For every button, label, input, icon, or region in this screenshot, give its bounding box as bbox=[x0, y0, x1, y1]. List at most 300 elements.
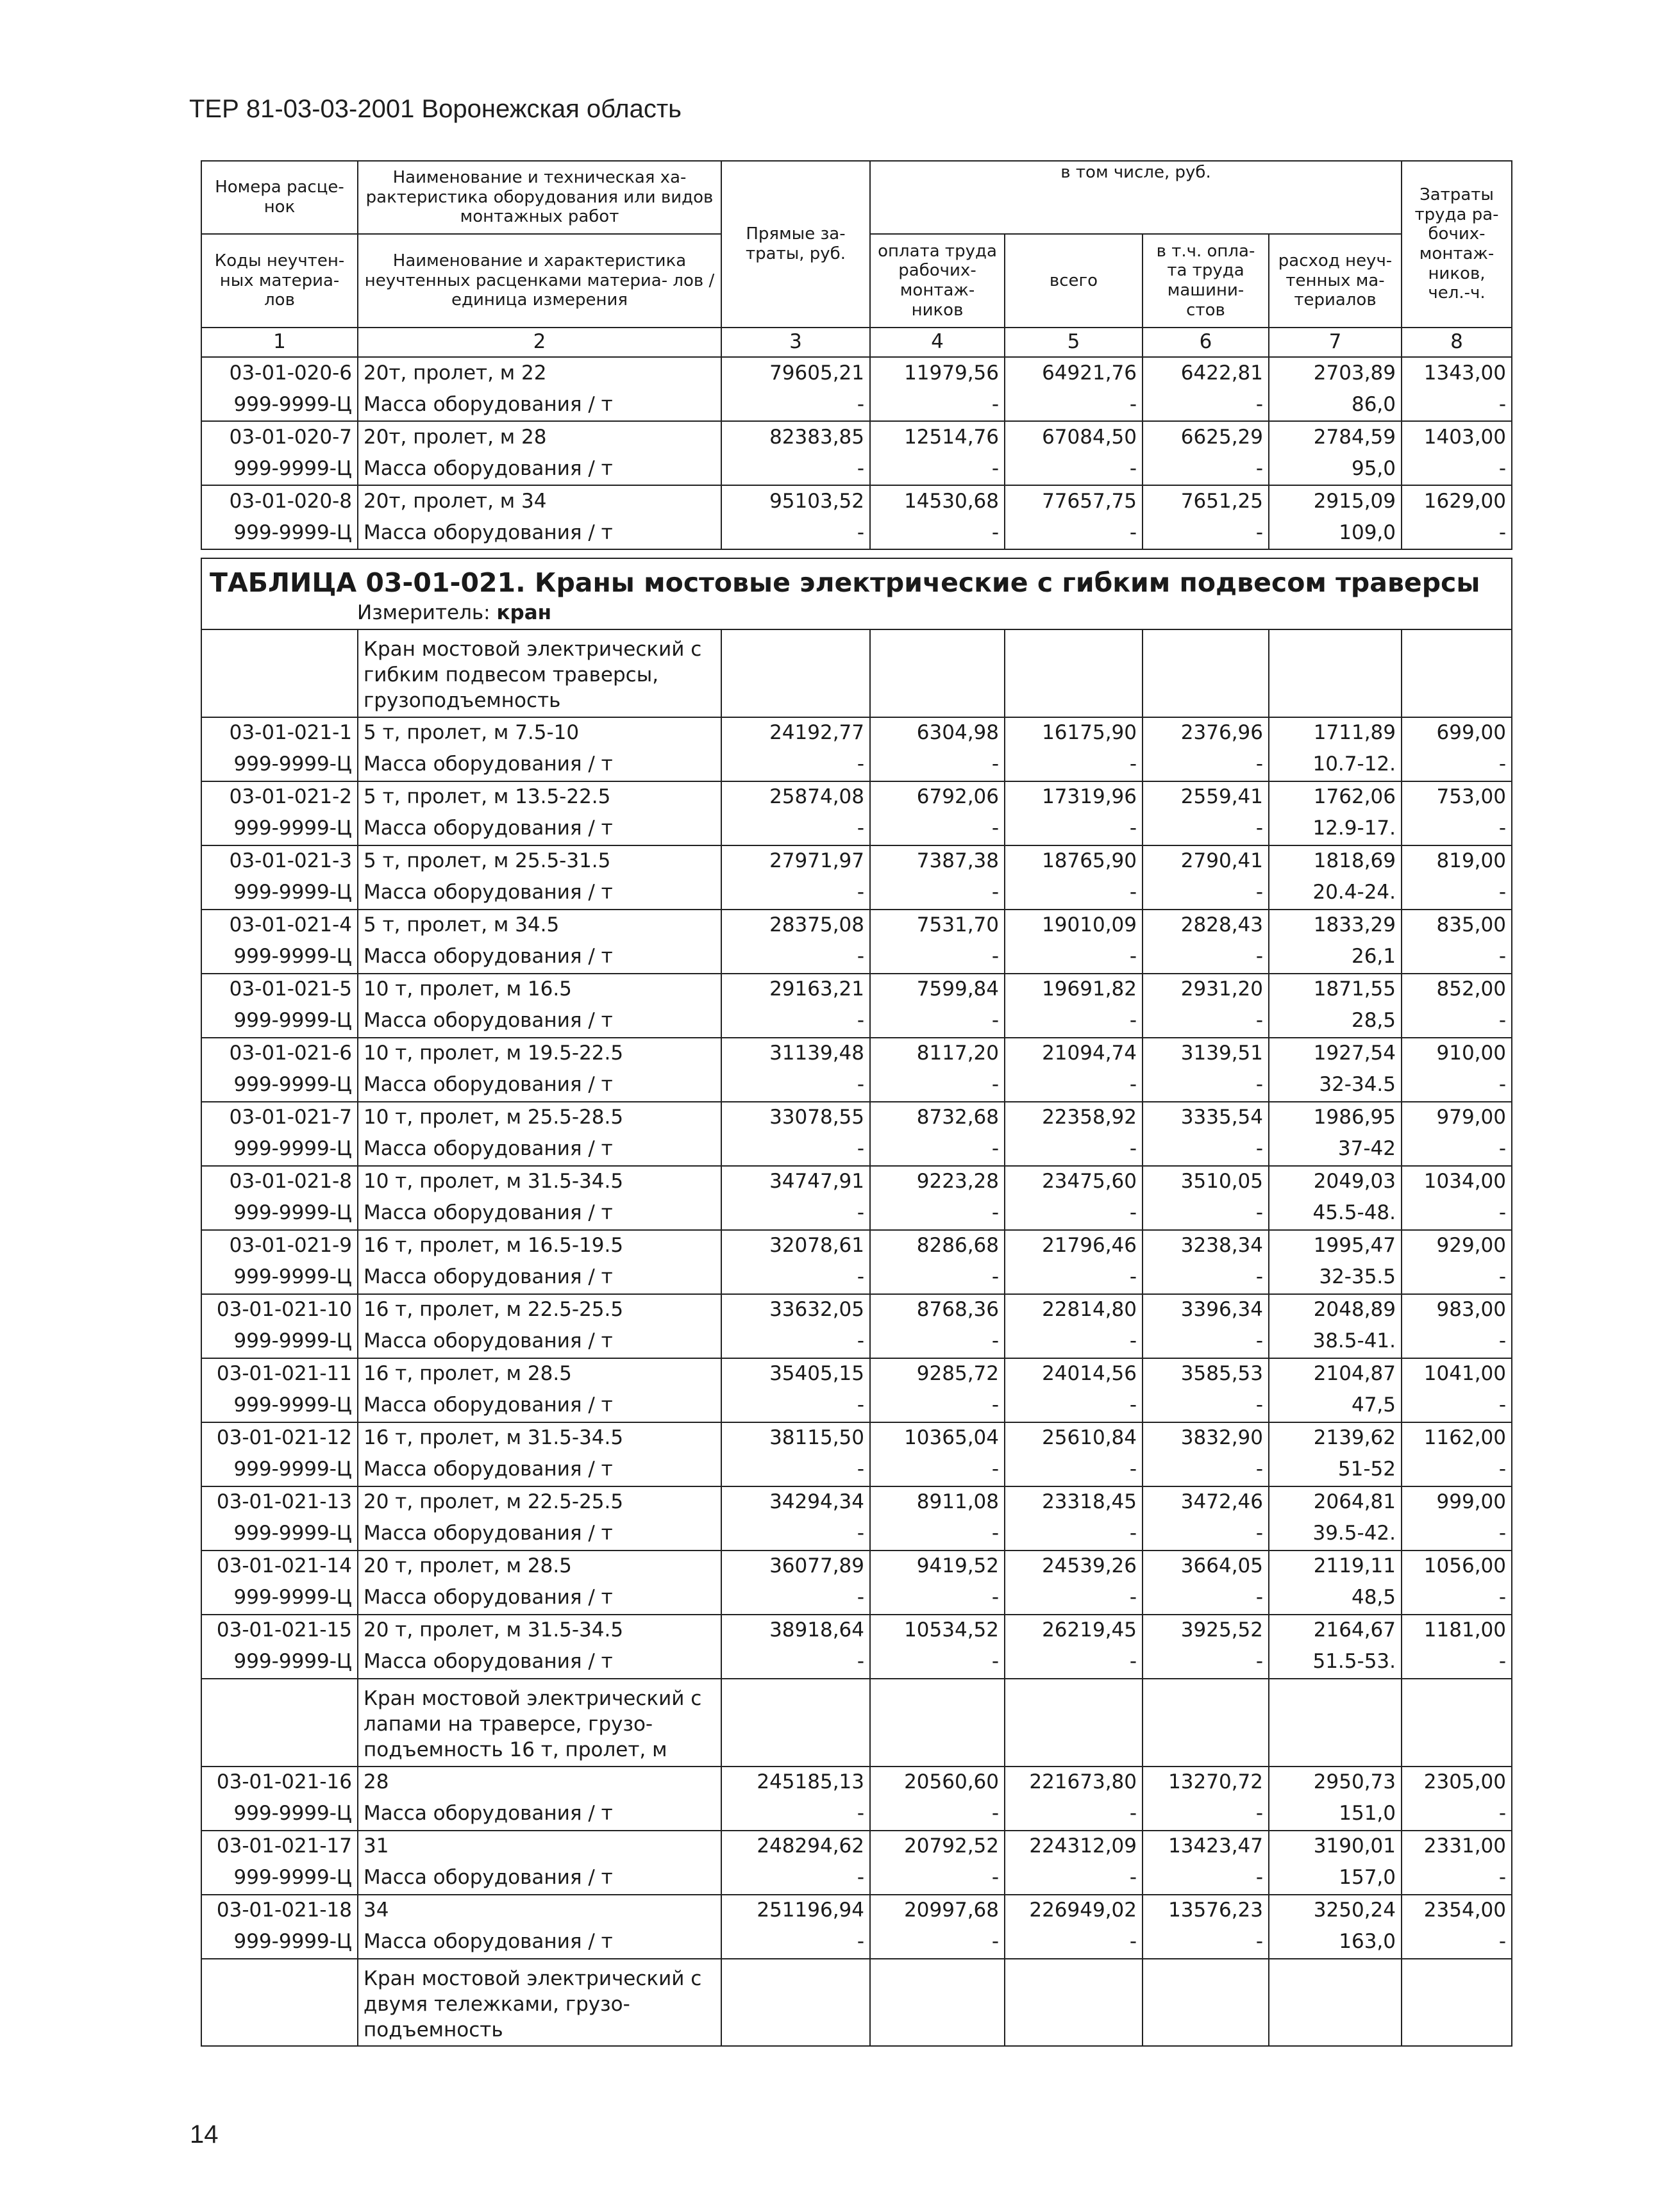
header-materials-sub: расход неуч- тенных ма- териалов bbox=[1269, 234, 1402, 328]
material-value: - bbox=[1402, 1647, 1512, 1679]
rate-value: 34747,91 bbox=[721, 1166, 870, 1198]
rate-value: 2950,73 bbox=[1269, 1767, 1402, 1799]
rate-value: 3396,34 bbox=[1143, 1294, 1269, 1326]
material-value: - bbox=[1143, 1262, 1269, 1294]
material-value: 47,5 bbox=[1269, 1390, 1402, 1422]
rate-value: 2331,00 bbox=[1402, 1831, 1512, 1863]
material-value: 51.5-53. bbox=[1269, 1647, 1402, 1679]
material-value: - bbox=[1143, 389, 1269, 421]
material-code: 999-9999-Ц bbox=[201, 1326, 358, 1358]
material-value: - bbox=[1402, 1070, 1512, 1102]
header-name-bottom: Наименование и характеристика неучтенных расценками материа- лов / единица измерения bbox=[358, 234, 721, 328]
material-row bbox=[201, 1799, 1512, 1831]
material-value: - bbox=[870, 1070, 1005, 1102]
rate-code: 03-01-021-7 bbox=[201, 1102, 358, 1134]
material-value: - bbox=[1402, 1863, 1512, 1895]
rate-code: 03-01-021-2 bbox=[201, 781, 358, 813]
rate-name: 5 т, пролет, м 7.5-10 bbox=[358, 717, 721, 749]
material-value: - bbox=[870, 453, 1005, 485]
material-row bbox=[201, 1927, 1512, 1959]
material-code: 999-9999-Ц bbox=[201, 517, 358, 549]
material-value: - bbox=[721, 1326, 870, 1358]
material-value: - bbox=[870, 1583, 1005, 1615]
rate-value: 16175,90 bbox=[1005, 717, 1143, 749]
material-value: 20.4-24. bbox=[1269, 877, 1402, 910]
rate-value: 7531,70 bbox=[870, 910, 1005, 942]
material-value: 32-35.5 bbox=[1269, 1262, 1402, 1294]
group-empty-cell bbox=[201, 1679, 358, 1767]
material-value: - bbox=[1005, 517, 1143, 549]
material-value: - bbox=[721, 1583, 870, 1615]
rate-name: 20т, пролет, м 34 bbox=[358, 485, 721, 517]
material-row bbox=[201, 1863, 1512, 1895]
material-name: Масса оборудования / т bbox=[358, 877, 721, 910]
rate-name: 10 т, пролет, м 31.5-34.5 bbox=[358, 1166, 721, 1198]
material-value: - bbox=[1005, 1198, 1143, 1230]
material-code: 999-9999-Ц bbox=[201, 1006, 358, 1038]
rate-value: 248294,62 bbox=[721, 1831, 870, 1863]
material-value: - bbox=[721, 1070, 870, 1102]
group-empty-cell bbox=[870, 629, 1005, 717]
material-value: - bbox=[1402, 1006, 1512, 1038]
rate-value: 2139,62 bbox=[1269, 1422, 1402, 1454]
rate-value: 20792,52 bbox=[870, 1831, 1005, 1863]
material-code: 999-9999-Ц bbox=[201, 1863, 358, 1895]
material-value: - bbox=[1143, 749, 1269, 781]
material-value: - bbox=[1005, 1927, 1143, 1959]
rate-row bbox=[201, 910, 1512, 942]
material-code: 999-9999-Ц bbox=[201, 1454, 358, 1486]
material-value: - bbox=[1005, 942, 1143, 974]
material-value: - bbox=[870, 517, 1005, 549]
rate-name: 16 т, пролет, м 16.5-19.5 bbox=[358, 1230, 721, 1262]
rate-value: 12514,76 bbox=[870, 421, 1005, 453]
rate-value: 31139,48 bbox=[721, 1038, 870, 1070]
column-number: 3 bbox=[721, 328, 870, 357]
rate-row bbox=[201, 781, 1512, 813]
measure-label: Измеритель: bbox=[357, 602, 490, 625]
rate-value: 19691,82 bbox=[1005, 974, 1143, 1006]
material-value: - bbox=[870, 1647, 1005, 1679]
material-value: - bbox=[1402, 1799, 1512, 1831]
material-value: 10.7-12. bbox=[1269, 749, 1402, 781]
rate-value: 7651,25 bbox=[1143, 485, 1269, 517]
rate-value: 18765,90 bbox=[1005, 845, 1143, 877]
rate-value: 2354,00 bbox=[1402, 1895, 1512, 1927]
rate-value: 929,00 bbox=[1402, 1230, 1512, 1262]
material-value: - bbox=[1402, 453, 1512, 485]
material-code: 999-9999-Ц bbox=[201, 1070, 358, 1102]
rate-value: 852,00 bbox=[1402, 974, 1512, 1006]
material-name: Масса оборудования / т bbox=[358, 1647, 721, 1679]
material-row bbox=[201, 749, 1512, 781]
group-empty-cell bbox=[1402, 1679, 1512, 1767]
rate-code: 03-01-021-16 bbox=[201, 1767, 358, 1799]
material-value: - bbox=[1143, 1799, 1269, 1831]
material-value: - bbox=[1005, 1799, 1143, 1831]
material-value: - bbox=[721, 453, 870, 485]
header-name-top: Наименование и техническая ха- рактеристика оборудования или видов монтажных работ bbox=[358, 161, 721, 234]
rate-value: 3250,24 bbox=[1269, 1895, 1402, 1927]
column-number: 5 bbox=[1005, 328, 1143, 357]
material-code: 999-9999-Ц bbox=[201, 1262, 358, 1294]
material-value: - bbox=[721, 1927, 870, 1959]
material-value: 39.5-42. bbox=[1269, 1518, 1402, 1551]
material-value: - bbox=[870, 749, 1005, 781]
material-value: - bbox=[1143, 453, 1269, 485]
column-number: 7 bbox=[1269, 328, 1402, 357]
rate-value: 2104,87 bbox=[1269, 1358, 1402, 1390]
material-value: - bbox=[1402, 1454, 1512, 1486]
rate-name: 16 т, пролет, м 22.5-25.5 bbox=[358, 1294, 721, 1326]
rate-value: 910,00 bbox=[1402, 1038, 1512, 1070]
rate-value: 1034,00 bbox=[1402, 1166, 1512, 1198]
rate-value: 24014,56 bbox=[1005, 1358, 1143, 1390]
material-value: - bbox=[1005, 1070, 1143, 1102]
rate-code: 03-01-021-14 bbox=[201, 1551, 358, 1583]
material-value: 86,0 bbox=[1269, 389, 1402, 421]
rate-value: 19010,09 bbox=[1005, 910, 1143, 942]
material-value: 51-52 bbox=[1269, 1454, 1402, 1486]
material-row bbox=[201, 1326, 1512, 1358]
material-value: - bbox=[1402, 517, 1512, 549]
material-code: 999-9999-Ц bbox=[201, 1134, 358, 1166]
header-including: в том числе, руб. bbox=[870, 161, 1402, 234]
group-header-row bbox=[201, 629, 1512, 717]
rate-value: 1181,00 bbox=[1402, 1615, 1512, 1647]
rate-code: 03-01-021-18 bbox=[201, 1895, 358, 1927]
material-name: Масса оборудования / т bbox=[358, 1927, 721, 1959]
rate-name: 28 bbox=[358, 1767, 721, 1799]
rate-value: 6422,81 bbox=[1143, 357, 1269, 389]
group-header-row bbox=[201, 1959, 1512, 2047]
material-value: - bbox=[1005, 1262, 1143, 1294]
group-empty-cell bbox=[1269, 1679, 1402, 1767]
material-code: 999-9999-Ц bbox=[201, 749, 358, 781]
group-empty-cell bbox=[1143, 629, 1269, 717]
rate-row bbox=[201, 1615, 1512, 1647]
material-value: - bbox=[1402, 389, 1512, 421]
material-code: 999-9999-Ц bbox=[201, 1927, 358, 1959]
rate-value: 20560,60 bbox=[870, 1767, 1005, 1799]
header-machines-total: всего bbox=[1005, 234, 1143, 328]
rate-value: 1762,06 bbox=[1269, 781, 1402, 813]
material-value: - bbox=[1402, 1390, 1512, 1422]
rate-value: 8732,68 bbox=[870, 1102, 1005, 1134]
rate-row bbox=[201, 1551, 1512, 1583]
header-labor-pay: оплата труда рабочих- монтаж- ников bbox=[870, 234, 1005, 328]
rate-value: 67084,50 bbox=[1005, 421, 1143, 453]
rate-value: 34294,34 bbox=[721, 1486, 870, 1518]
rate-value: 1986,95 bbox=[1269, 1102, 1402, 1134]
material-value: - bbox=[870, 1134, 1005, 1166]
page-number: 14 bbox=[190, 2120, 219, 2149]
rate-value: 23318,45 bbox=[1005, 1486, 1143, 1518]
material-row bbox=[201, 1006, 1512, 1038]
material-value: - bbox=[870, 1518, 1005, 1551]
group-empty-cell bbox=[1269, 1959, 1402, 2047]
rate-value: 1629,00 bbox=[1402, 485, 1512, 517]
rate-row bbox=[201, 1831, 1512, 1863]
material-value: - bbox=[1143, 1454, 1269, 1486]
rate-value: 983,00 bbox=[1402, 1294, 1512, 1326]
group-empty-cell bbox=[721, 629, 870, 717]
rate-value: 10365,04 bbox=[870, 1422, 1005, 1454]
material-value: 157,0 bbox=[1269, 1863, 1402, 1895]
material-value: - bbox=[870, 1799, 1005, 1831]
rate-value: 7599,84 bbox=[870, 974, 1005, 1006]
material-value: - bbox=[870, 942, 1005, 974]
material-value: 37-42 bbox=[1269, 1134, 1402, 1166]
material-value: - bbox=[1143, 813, 1269, 845]
material-value: 38.5-41. bbox=[1269, 1326, 1402, 1358]
material-name: Масса оборудования / т bbox=[358, 1262, 721, 1294]
material-row bbox=[201, 813, 1512, 845]
rate-name: 20т, пролет, м 22 bbox=[358, 357, 721, 389]
rate-code: 03-01-021-15 bbox=[201, 1615, 358, 1647]
rate-value: 21796,46 bbox=[1005, 1230, 1143, 1262]
material-code: 999-9999-Ц bbox=[201, 453, 358, 485]
rate-value: 28375,08 bbox=[721, 910, 870, 942]
material-name: Масса оборудования / т bbox=[358, 1070, 721, 1102]
rate-value: 8768,36 bbox=[870, 1294, 1005, 1326]
rate-value: 3472,46 bbox=[1143, 1486, 1269, 1518]
rate-row bbox=[201, 357, 1512, 389]
material-value: - bbox=[721, 1134, 870, 1166]
material-value: - bbox=[1143, 1390, 1269, 1422]
column-number: 8 bbox=[1402, 328, 1512, 357]
material-row bbox=[201, 1390, 1512, 1422]
material-value: - bbox=[1402, 813, 1512, 845]
material-name: Масса оборудования / т bbox=[358, 1006, 721, 1038]
material-value: - bbox=[1402, 942, 1512, 974]
measure-line bbox=[201, 602, 1512, 629]
material-row bbox=[201, 1262, 1512, 1294]
material-value: - bbox=[870, 1326, 1005, 1358]
material-value: - bbox=[1402, 1198, 1512, 1230]
material-row bbox=[201, 1198, 1512, 1230]
material-value: - bbox=[1005, 1454, 1143, 1486]
rate-value: 2703,89 bbox=[1269, 357, 1402, 389]
material-name: Масса оборудования / т bbox=[358, 1390, 721, 1422]
rate-value: 1995,47 bbox=[1269, 1230, 1402, 1262]
rate-value: 1343,00 bbox=[1402, 357, 1512, 389]
rate-value: 3925,52 bbox=[1143, 1615, 1269, 1647]
rate-value: 1162,00 bbox=[1402, 1422, 1512, 1454]
material-value: - bbox=[721, 813, 870, 845]
rate-value: 3335,54 bbox=[1143, 1102, 1269, 1134]
rate-value: 2048,89 bbox=[1269, 1294, 1402, 1326]
rate-value: 32078,61 bbox=[721, 1230, 870, 1262]
rate-value: 13576,23 bbox=[1143, 1895, 1269, 1927]
material-value: 163,0 bbox=[1269, 1927, 1402, 1959]
material-row bbox=[201, 517, 1512, 549]
material-value: - bbox=[721, 1647, 870, 1679]
rate-value: 753,00 bbox=[1402, 781, 1512, 813]
material-value: - bbox=[1402, 1134, 1512, 1166]
rate-name: 5 т, пролет, м 25.5-31.5 bbox=[358, 845, 721, 877]
rate-value: 79605,21 bbox=[721, 357, 870, 389]
rate-value: 1871,55 bbox=[1269, 974, 1402, 1006]
material-value: - bbox=[1005, 1647, 1143, 1679]
document-header: ТЕР 81-03-03-2001 Воронежская область bbox=[189, 95, 682, 123]
rate-value: 245185,13 bbox=[721, 1767, 870, 1799]
rate-value: 979,00 bbox=[1402, 1102, 1512, 1134]
rate-value: 2784,59 bbox=[1269, 421, 1402, 453]
material-value: - bbox=[721, 517, 870, 549]
group-empty-cell bbox=[870, 1679, 1005, 1767]
material-value: - bbox=[1005, 813, 1143, 845]
rate-value: 25610,84 bbox=[1005, 1422, 1143, 1454]
measure-value: кран bbox=[496, 602, 552, 625]
rate-row bbox=[201, 1102, 1512, 1134]
rate-name: 10 т, пролет, м 25.5-28.5 bbox=[358, 1102, 721, 1134]
rate-value: 23475,60 bbox=[1005, 1166, 1143, 1198]
rate-value: 3585,53 bbox=[1143, 1358, 1269, 1390]
rate-row bbox=[201, 421, 1512, 453]
material-name: Масса оборудования / т bbox=[358, 749, 721, 781]
material-value: - bbox=[1005, 1326, 1143, 1358]
material-value: - bbox=[1402, 1583, 1512, 1615]
group-empty-cell bbox=[201, 629, 358, 717]
material-value: - bbox=[721, 1799, 870, 1831]
rate-value: 8286,68 bbox=[870, 1230, 1005, 1262]
material-value: - bbox=[1143, 1647, 1269, 1679]
material-row bbox=[201, 453, 1512, 485]
material-value: - bbox=[1143, 1583, 1269, 1615]
rate-row bbox=[201, 485, 1512, 517]
material-value: - bbox=[870, 1006, 1005, 1038]
group-empty-cell bbox=[870, 1959, 1005, 2047]
material-value: - bbox=[1143, 877, 1269, 910]
group-header: Кран мостовой электрический с гибким подвесом траверсы, грузоподъемность bbox=[358, 629, 721, 717]
material-name: Масса оборудования / т bbox=[358, 1863, 721, 1895]
rate-value: 38115,50 bbox=[721, 1422, 870, 1454]
rate-value: 3190,01 bbox=[1269, 1831, 1402, 1863]
rate-value: 82383,85 bbox=[721, 421, 870, 453]
material-value: - bbox=[721, 942, 870, 974]
rate-code: 03-01-021-9 bbox=[201, 1230, 358, 1262]
rate-value: 999,00 bbox=[1402, 1486, 1512, 1518]
rate-name: 5 т, пролет, м 13.5-22.5 bbox=[358, 781, 721, 813]
material-value: - bbox=[1402, 877, 1512, 910]
rate-value: 1711,89 bbox=[1269, 717, 1402, 749]
rate-value: 38918,64 bbox=[721, 1615, 870, 1647]
rate-value: 11979,56 bbox=[870, 357, 1005, 389]
material-value: - bbox=[870, 1198, 1005, 1230]
group-empty-cell bbox=[201, 1959, 358, 2047]
material-code: 999-9999-Ц bbox=[201, 1390, 358, 1422]
rate-value: 2790,41 bbox=[1143, 845, 1269, 877]
rate-value: 2376,96 bbox=[1143, 717, 1269, 749]
material-name: Масса оборудования / т bbox=[358, 1454, 721, 1486]
rate-value: 3238,34 bbox=[1143, 1230, 1269, 1262]
rate-value: 3139,51 bbox=[1143, 1038, 1269, 1070]
material-value: - bbox=[1005, 877, 1143, 910]
group-empty-cell bbox=[1402, 1959, 1512, 2047]
rate-value: 1041,00 bbox=[1402, 1358, 1512, 1390]
material-value: - bbox=[721, 1198, 870, 1230]
rate-code: 03-01-021-6 bbox=[201, 1038, 358, 1070]
material-name: Масса оборудования / т bbox=[358, 1799, 721, 1831]
material-value: 32-34.5 bbox=[1269, 1070, 1402, 1102]
material-value: 95,0 bbox=[1269, 453, 1402, 485]
material-row bbox=[201, 1454, 1512, 1486]
rate-value: 26219,45 bbox=[1005, 1615, 1143, 1647]
material-value: - bbox=[1402, 1326, 1512, 1358]
rate-value: 3664,05 bbox=[1143, 1551, 1269, 1583]
material-value: - bbox=[1402, 749, 1512, 781]
column-number: 1 bbox=[201, 328, 358, 357]
group-header-row bbox=[201, 1679, 1512, 1767]
rate-value: 835,00 bbox=[1402, 910, 1512, 942]
rate-value: 2915,09 bbox=[1269, 485, 1402, 517]
rate-row bbox=[201, 1038, 1512, 1070]
material-value: - bbox=[870, 1927, 1005, 1959]
material-value: - bbox=[1402, 1927, 1512, 1959]
rate-code: 03-01-021-3 bbox=[201, 845, 358, 877]
rate-row bbox=[201, 1294, 1512, 1326]
material-value: - bbox=[1143, 1326, 1269, 1358]
rate-value: 77657,75 bbox=[1005, 485, 1143, 517]
rate-value: 2064,81 bbox=[1269, 1486, 1402, 1518]
rate-code: 03-01-021-10 bbox=[201, 1294, 358, 1326]
rate-value: 221673,80 bbox=[1005, 1767, 1143, 1799]
material-code: 999-9999-Ц bbox=[201, 942, 358, 974]
rate-value: 9285,72 bbox=[870, 1358, 1005, 1390]
group-empty-cell bbox=[1402, 629, 1512, 717]
rate-value: 699,00 bbox=[1402, 717, 1512, 749]
rate-name: 31 bbox=[358, 1831, 721, 1863]
material-name: Масса оборудования / т bbox=[358, 813, 721, 845]
rate-name: 10 т, пролет, м 19.5-22.5 bbox=[358, 1038, 721, 1070]
material-value: 45.5-48. bbox=[1269, 1198, 1402, 1230]
material-row bbox=[201, 1583, 1512, 1615]
material-value: - bbox=[721, 1262, 870, 1294]
rate-value: 14530,68 bbox=[870, 485, 1005, 517]
rate-name: 16 т, пролет, м 28.5 bbox=[358, 1358, 721, 1390]
material-value: - bbox=[1005, 1390, 1143, 1422]
group-empty-cell bbox=[1143, 1679, 1269, 1767]
rate-value: 1818,69 bbox=[1269, 845, 1402, 877]
rate-value: 3510,05 bbox=[1143, 1166, 1269, 1198]
rate-row bbox=[201, 1422, 1512, 1454]
rate-name: 20т, пролет, м 28 bbox=[358, 421, 721, 453]
material-value: - bbox=[1143, 1070, 1269, 1102]
rate-value: 8911,08 bbox=[870, 1486, 1005, 1518]
rate-value: 819,00 bbox=[1402, 845, 1512, 877]
rate-row bbox=[201, 1895, 1512, 1927]
material-value: - bbox=[721, 877, 870, 910]
header-direct-costs: Прямые за- траты, руб. bbox=[721, 161, 870, 328]
material-value: - bbox=[870, 1262, 1005, 1294]
material-value: - bbox=[1143, 1863, 1269, 1895]
rate-value: 95103,52 bbox=[721, 485, 870, 517]
rate-value: 9223,28 bbox=[870, 1166, 1005, 1198]
rate-code: 03-01-021-12 bbox=[201, 1422, 358, 1454]
material-name: Масса оборудования / т bbox=[358, 1134, 721, 1166]
material-code: 999-9999-Ц bbox=[201, 1198, 358, 1230]
rate-row bbox=[201, 1230, 1512, 1262]
rate-value: 1833,29 bbox=[1269, 910, 1402, 942]
rate-value: 2164,67 bbox=[1269, 1615, 1402, 1647]
rate-value: 13270,72 bbox=[1143, 1767, 1269, 1799]
rate-value: 22814,80 bbox=[1005, 1294, 1143, 1326]
rate-code: 03-01-020-6 bbox=[201, 357, 358, 389]
rate-name: 16 т, пролет, м 31.5-34.5 bbox=[358, 1422, 721, 1454]
material-code: 999-9999-Ц bbox=[201, 1583, 358, 1615]
material-value: - bbox=[870, 389, 1005, 421]
